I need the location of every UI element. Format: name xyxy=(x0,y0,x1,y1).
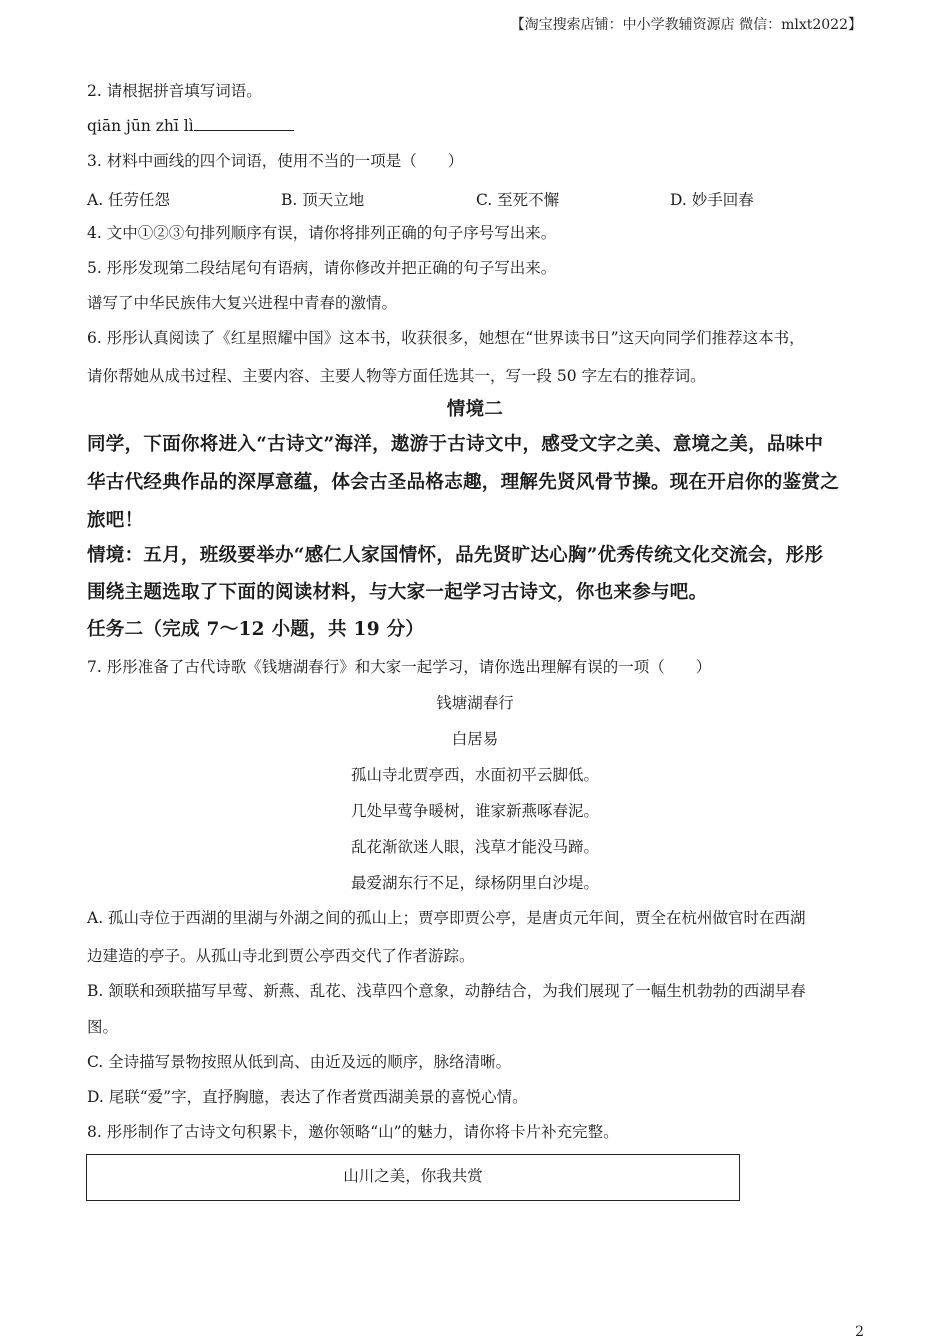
option-b: B. 顶天立地 xyxy=(281,191,365,209)
pinyin-text: qiān jūn zhī lì xyxy=(87,117,194,135)
section-title: 情境二 xyxy=(446,399,504,420)
scene-intro-line-1: 同学，下面你将进入“古诗文”海洋，遨游于古诗文中，感受文字之美、意境之美，品味中 xyxy=(87,434,824,455)
poem-line: 孤山寺北贾亭西，水面初平云脚低。 xyxy=(350,766,599,784)
question-3: 3. 材料中画线的四个词语，使用不当的一项是（ ） xyxy=(87,152,464,170)
question-6-line-1: 6. 彤彤认真阅读了《红星照耀中国》这本书，收获很多，她想在“世界读书日”这天向同学们推荐这本书， xyxy=(87,329,805,347)
q7-option-c: C. 全诗描写景物按照从低到高、由近及远的顺序，脉络清晰。 xyxy=(87,1053,512,1071)
q7-option-a-line-1: A. 孤山寺位于西湖的里湖与外湖之间的孤山上；贾亭即贾公亭，是唐贞元年间，贾全在杭州做官时在西湖 xyxy=(87,909,806,927)
option-a: A. 任劳任怨 xyxy=(87,191,171,209)
scene-intro-line-3: 旅吧！ xyxy=(87,510,144,531)
card-title: 山川之美，你我共赏 xyxy=(343,1167,483,1185)
page-header: 【淘宝搜索店铺：中小学教辅资源店 微信：mlxt2022】 xyxy=(510,17,862,33)
poem-title: 钱塘湖春行 xyxy=(436,694,514,712)
question-4: 4. 文中①②③句排列顺序有误，请你将排列正确的句子序号写出来。 xyxy=(87,224,557,242)
scene-context-line-2: 围绕主题选取了下面的阅读材料，与大家一起学习古诗文，你也来参与吧。 xyxy=(87,582,708,603)
question-5: 5. 彤彤发现第二段结尾句有语病，请你修改并把正确的句子写出来。 xyxy=(87,259,557,277)
option-c: C. 至死不懈 xyxy=(476,191,560,209)
q7-option-d: D. 尾联“爱”字，直抒胸臆，表达了作者赏西湖美景的喜悦心情。 xyxy=(87,1088,528,1106)
question-7: 7. 彤彤准备了古代诗歌《钱塘湖春行》和大家一起学习，请你选出理解有误的一项（ ） xyxy=(87,658,712,676)
poem-author: 白居易 xyxy=(451,730,499,748)
q7-option-b-line-2: 图。 xyxy=(87,1018,119,1036)
question-2-pinyin-row xyxy=(87,115,294,137)
poem-line: 乱花渐欲迷人眼，浅草才能没马蹄。 xyxy=(350,838,599,856)
question-5-sentence: 谱写了中华民族伟大复兴进程中青春的激情。 xyxy=(87,294,398,312)
task-heading: 任务二（完成 7～12 小题，共 19 分） xyxy=(87,619,425,640)
option-d: D. 妙手回春 xyxy=(670,191,754,209)
poem-line: 最爱湖东行不足，绿杨阴里白沙堤。 xyxy=(350,874,599,892)
question-8: 8. 彤彤制作了古诗文句积累卡，邀你领略“山”的魅力，请你将卡片补充完整。 xyxy=(87,1123,619,1141)
page-number: 2 xyxy=(855,1324,864,1340)
q7-option-b-line-1: B. 颔联和颈联描写早莺、新燕、乱花、浅草四个意象，动静结合，为我们展现了一幅生机勃勃的西湖早春 xyxy=(87,982,806,1000)
question-6-line-2: 请你帮她从成书过程、主要内容、主要人物等方面任选其一，写一段 50 字左右的推荐词。 xyxy=(87,367,706,385)
question-2: 2. 请根据拼音填写词语。 xyxy=(87,82,262,100)
answer-blank[interactable] xyxy=(194,116,294,131)
scene-context-line-1: 情境：五月，班级要举办“感仁人家国情怀，品先贤旷达心胸”优秀传统文化交流会，彤彤 xyxy=(87,545,824,566)
q7-option-a-line-2: 边建造的亭子。从孤山寺北到贾公亭西交代了作者游踪。 xyxy=(87,947,475,965)
scene-intro-line-2: 华古代经典作品的深厚意蕴，体会古圣品格志趣，理解先贤风骨节操。现在开启你的鉴赏之 xyxy=(87,472,840,493)
poem-line: 几处早莺争暖树，谁家新燕啄春泥。 xyxy=(350,802,599,820)
accumulation-card xyxy=(86,1154,740,1201)
